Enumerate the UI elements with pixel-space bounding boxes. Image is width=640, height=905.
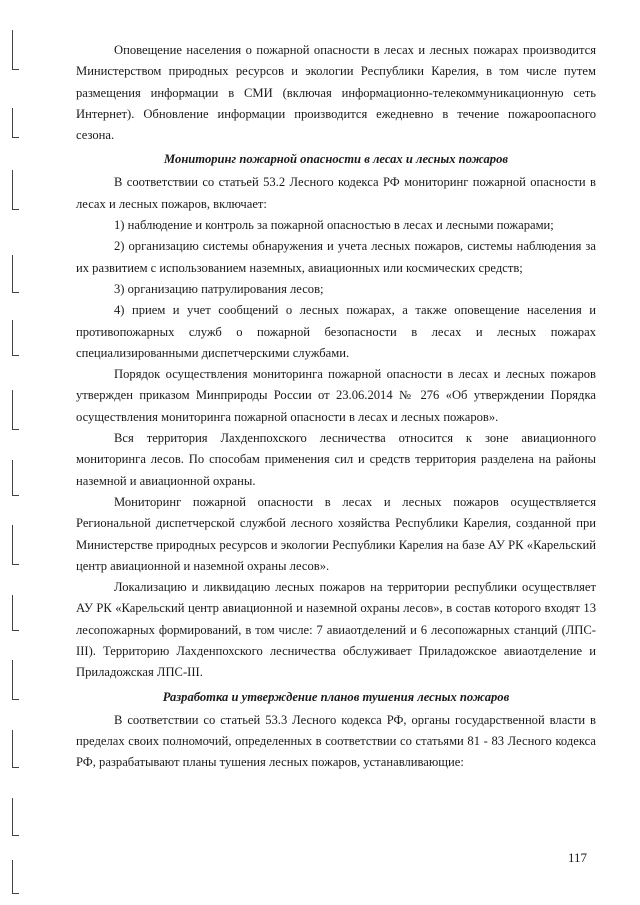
paragraph-territory: Вся территория Лахденпохского лесничества относится к зоне авиационного мониторинга лесов. По способам применения сил и средств территория разделена на районы наземной и авиационной охраны. (76, 431, 596, 488)
paragraph-notification: Оповещение населения о пожарной опасности в лесах и лесных пожарах производится Министерством природных ресурсов и экологии Республики Карелия, в том числе путем размещения информации в СМИ (включая информационно-телекоммуникационную сеть Интернет). Обновление информации производится ежедневно в течение пожароопасного сезона. (76, 43, 596, 143)
page-number: 117 (568, 850, 588, 865)
binding-mark (12, 798, 19, 836)
binding-mark (12, 660, 19, 700)
paragraph-monitoring-intro: В соответствии со статьей 53.2 Лесного кодекса РФ мониторинг пожарной опасности в лесах и лесных пожаров, включает: (76, 175, 596, 211)
binding-mark (12, 730, 19, 768)
binding-mark (12, 460, 19, 496)
section-heading-plans: Разработка и утверждение планов тушения лесных пожаров (162, 689, 510, 704)
list-item: 2) организацию системы обнаружения и учета лесных пожаров, системы наблюдения за их развитием с использованием наземных, авиационных или космических средств; (76, 239, 596, 275)
binding-mark (12, 320, 19, 356)
binding-mark (12, 595, 19, 631)
section-heading-monitoring: Мониторинг пожарной опасности в лесах и лесных пожаров (164, 152, 508, 167)
binding-marks (8, 20, 28, 900)
binding-mark (12, 108, 19, 138)
binding-mark (12, 390, 19, 430)
paragraph-order: Порядок осуществления мониторинга пожарной опасности в лесах и лесных пожаров утвержден приказом Минприроды России от 23.06.2014 № 276 «Об утверждении Порядка осуществления мониторинга пожарной опасности в лесах и лесных пожаров». (76, 367, 596, 424)
paragraph-dispatch: Мониторинг пожарной опасности в лесах и лесных пожаров осуществляется Региональной диспетчерской службой лесного хозяйства Республики Карелия, созданной при Министерстве природных ресурсов и экологии Республики Карелия на базе АУ РК «Карельский центр авиационной и наземной охраны лесов». (76, 494, 596, 573)
binding-mark (12, 255, 19, 293)
document-body (76, 40, 596, 774)
list-item: 4) прием и учет сообщений о лесных пожарах, а также оповещение населения и противопожарных служб о пожарной безопасности в лесах и лесных пожарах специализированными диспетчерскими службами. (76, 303, 596, 360)
list-item: 1) наблюдение и контроль за пожарной опасностью в лесах и лесными пожарами; (114, 218, 554, 233)
list-item: 3) организацию патрулирования лесов; (114, 281, 324, 296)
paragraph-plans: В соответствии со статьей 53.3 Лесного кодекса РФ, органы государственной власти в пределах своих полномочий, определенных в соответствии со статьями 81 - 83 Лесного кодекса РФ, разрабатывают планы тушения лесных пожаров, устанавливающие: (76, 712, 596, 770)
binding-mark (12, 525, 19, 565)
binding-mark (12, 30, 19, 70)
paragraph-localization: Локализацию и ликвидацию лесных пожаров на территории республики осуществляет АУ РК «Карельский центр авиационной и наземной охраны лесов», в состав которого входят 13 лесопожарных формирований, в том числе: 7 авиаотделений и 6 лесопожарных станций (ЛПС-III). Территорию Лахденпохского лесничества обслуживает Приладожское авиаотделение и Приладожская ЛПС-III. (76, 580, 596, 680)
binding-mark (12, 860, 19, 894)
binding-mark (12, 170, 19, 210)
